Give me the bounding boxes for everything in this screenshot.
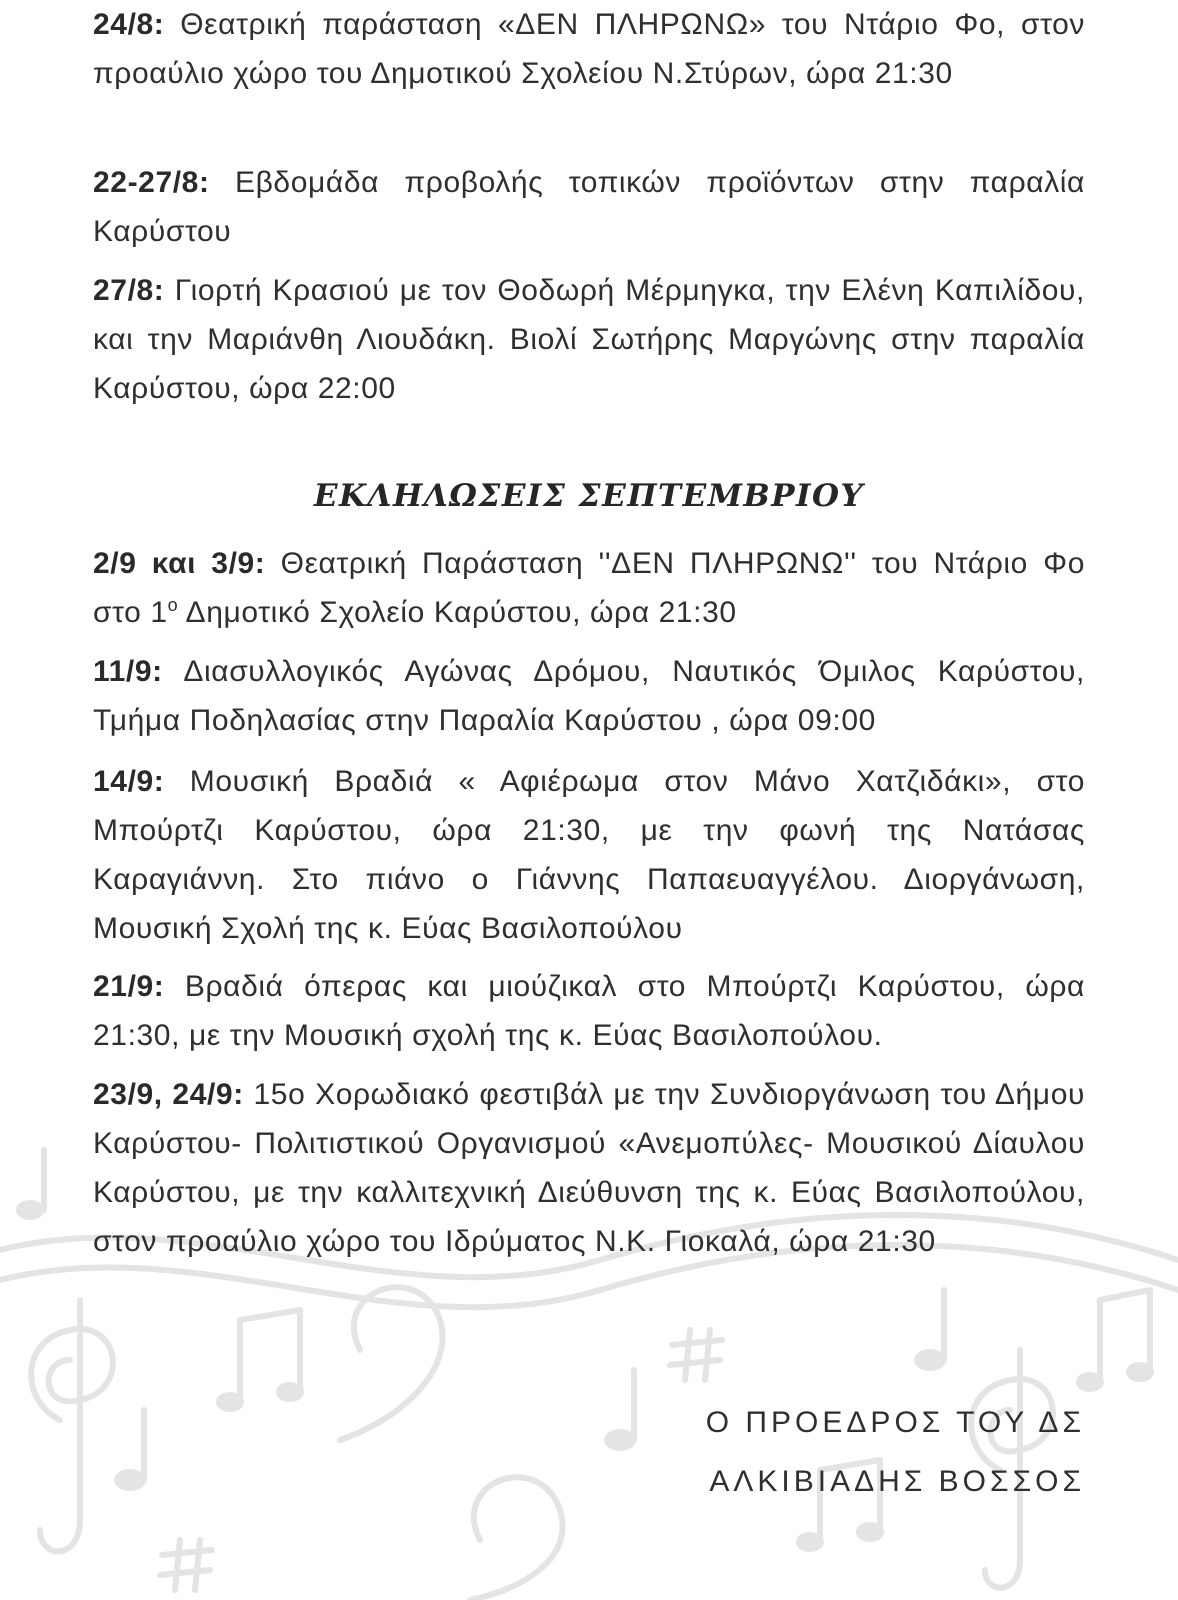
sharp-icon [160,1540,212,1590]
signature-name: ΑΛΚΙΒΙΑΔΗΣ ΒΟΣΣΟΣ [709,1465,1085,1498]
note-head-icon [1076,1372,1104,1392]
event-text: Βραδιά όπερας και μιούζικαλ στο Μπούρτζι Καρύστου, ώρα 21:30, με την Μουσική σχολή της κ. Εύας Βασιλοπούλου. [93,970,1085,1052]
event-entry-23-9-24-9 [93,1070,1085,1266]
event-text: Γιορτή Κρασιού με τον Θοδωρή Μέρμηγκα, την Ελένη Καπιλίδου, και την Μαριάνθη Λιουδάκη. Βιολί Σωτήρης Μαργώνης στην παραλία Καρύστου, ώρα 22:00 [93,274,1085,405]
event-date: 27/8: [93,274,165,307]
event-text: Θεατρική Παράσταση ''ΔΕΝ ΠΛΗΡΩΝΩ'' του Ντάριο Φο στο 1 [93,547,1085,629]
sharp-icon [670,1330,722,1380]
note-head-icon [276,1382,304,1402]
event-date: 24/8: [93,8,165,41]
event-text: Δημοτικό Σχολείο Καρύστου, ώρα 21:30 [178,596,737,629]
note-head-icon [216,1392,244,1412]
bass-clef-icon [340,1287,442,1440]
treble-clef-icon [31,1300,113,1551]
bass-clef-icon [470,1477,563,1600]
event-text: Μουσική Βραδιά « Αφιέρωμα στον Μάνο Χατζιδάκι», στο Μπούρτζι Καρύστου, ώρα 21:30, με την φωνή της Νατάσας Καραγιάννη. Στο πιάνο ο Γιάννης Παπαευαγγέλου. Διοργάνωση, Μουσική Σχολή της κ. Εύας Βασιλοπούλου [93,765,1085,945]
signature-title: Ο ΠΡΟΕΔΡΟΣ ΤΟΥ ΔΣ [705,1406,1085,1439]
event-text: Εβδομάδα προβολής τοπικών προϊόντων στην παραλία Καρύστου [93,166,1085,248]
event-entry-11-9 [93,647,1085,745]
event-date: 23/9, 24/9: [93,1078,244,1111]
note-head-icon [1126,1362,1154,1382]
note-head-icon [16,1200,44,1220]
event-date: 11/9: [93,655,163,688]
event-text: 15ο Χορωδιακό φεστιβάλ με την Συνδιοργάνωση του Δήμου Καρύστου- Πολιτιστικού Οργανισμού «Ανεμοπύλες- Μουσικού Δίαυλου Καρύστου, με την καλλιτεχνική Διεύθυνση της κ. Εύας Βασιλοπούλου, στον προαύλιο χώρο του Ιδρύματος Ν.Κ. Γιοκαλά, ώρα 21:30 [93,1078,1085,1258]
event-entry-14-9 [93,757,1085,953]
ordinal-superscript: ο [167,595,179,615]
event-date: 14/9: [93,765,165,798]
event-date: 22-27/8: [93,166,210,199]
event-entry-21-9 [93,962,1085,1060]
note-head-icon [796,1532,824,1552]
event-entry-22-27-8 [93,158,1085,256]
note-head-icon [856,1522,884,1542]
event-text: Θεατρική παράσταση «ΔΕΝ ΠΛΗΡΩΝΩ» του Ντάριο Φο, στον προαύλιο χώρο του Δημοτικού Σχολείου Ν.Στύρων, ώρα 21:30 [93,8,1085,90]
event-text: Διασυλλογικός Αγώνας Δρόμου, Ναυτικός Όμιλος Καρύστου, Τμήμα Ποδηλασίας στην Παραλία Καρύστου , ώρα 09:00 [93,655,1085,737]
event-entry-2-9-3-9 [93,539,1085,637]
event-date: 21/9: [93,970,165,1003]
september-events-heading: ΕΚΛΗΛΩΣΕΙΣ ΣΕΠΤΕΜΒΡΙΟΥ [313,478,865,514]
event-entry-27-8 [93,266,1085,413]
event-date: 2/9 και 3/9: [93,547,266,580]
event-entry-24-8 [93,0,1085,98]
